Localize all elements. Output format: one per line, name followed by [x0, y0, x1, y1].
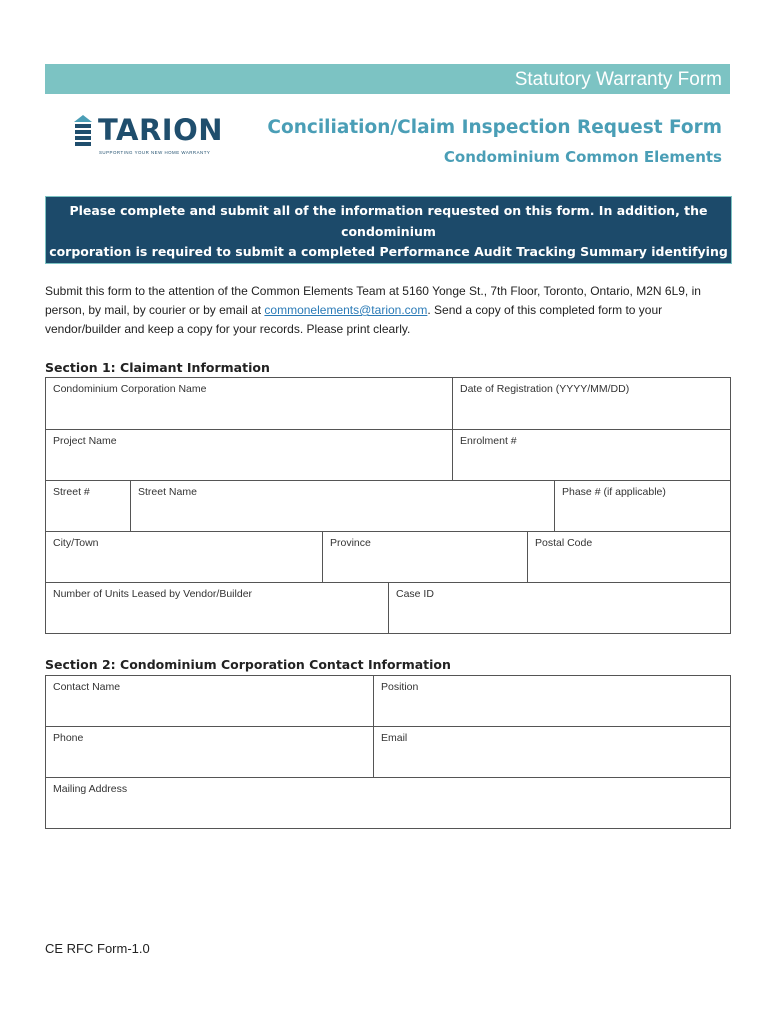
email-link[interactable]: commonelements@tarion.com: [264, 303, 428, 317]
field-label: Phase # (if applicable): [562, 486, 666, 498]
field-label: Enrolment #: [460, 435, 517, 447]
form-subtitle: Condominium Common Elements: [443, 148, 722, 166]
street-name-field[interactable]: [130, 480, 555, 532]
building-icon: [72, 115, 94, 147]
field-label: Email: [381, 732, 408, 744]
email-field[interactable]: [373, 726, 731, 778]
instructions-notice: [45, 196, 732, 280]
date-of-registration-field[interactable]: [452, 377, 731, 430]
project-name-field[interactable]: [45, 429, 453, 481]
field-label: Condominium Corporation Name: [53, 383, 207, 395]
section-2-title: Section 2: Condominium Corporation Contact Information: [45, 657, 451, 672]
condo-corp-name-field[interactable]: [45, 377, 453, 430]
field-label: Number of Units Leased by Vendor/Builder: [53, 588, 253, 600]
postal-code-field[interactable]: [527, 531, 731, 583]
logo-tagline: SUPPORTING YOUR NEW HOME WARRANTY: [99, 150, 211, 155]
intro-text: . Send a copy of this completed form to your vendor/builder and keep a copy for your records. Please print clearly.: [45, 303, 663, 336]
field-label: Postal Code: [535, 537, 593, 549]
tarion-logo: [72, 113, 232, 163]
field-label: Mailing Address: [53, 783, 128, 795]
form-type-banner: Statutory Warranty Form: [45, 64, 730, 94]
form-id-footer: CE RFC Form-1.0: [45, 941, 150, 956]
field-label: Case ID: [396, 588, 434, 600]
section-1-title: Section 1: Claimant Information: [45, 360, 270, 375]
field-label: Position: [381, 681, 419, 693]
field-label: Date of Registration (YYYY/MM/DD): [460, 383, 630, 395]
mailing-address-field[interactable]: [45, 777, 731, 829]
logo-wordmark: TARION: [98, 113, 224, 147]
phase-field[interactable]: [554, 480, 731, 532]
contact-name-field[interactable]: [45, 675, 374, 727]
street-number-field[interactable]: [45, 480, 131, 532]
units-leased-field[interactable]: [45, 582, 389, 634]
case-id-field[interactable]: [388, 582, 731, 634]
form-title: Conciliation/Claim Inspection Request Form: [267, 117, 722, 138]
field-label: Project Name: [53, 435, 117, 447]
field-label: Contact Name: [53, 681, 121, 693]
city-field[interactable]: [45, 531, 323, 583]
position-field[interactable]: [373, 675, 731, 727]
field-label: Phone: [53, 732, 84, 744]
field-label: Street #: [53, 486, 90, 498]
notice-line: outstanding deficiencies in accordance with Registrar Bulletin 2.: [160, 264, 617, 280]
phone-field[interactable]: [45, 726, 374, 778]
field-label: Province: [330, 537, 371, 549]
field-label: City/Town: [53, 537, 99, 549]
submission-instructions: [45, 282, 735, 339]
field-label: Street Name: [138, 486, 197, 498]
notice-line: corporation is required to submit a completed Performance Audit Tracking Summary identifying: [49, 244, 728, 259]
intro-text: Submit this form to the attention of the Common Elements Team at 5160 Yonge St., 7th Floor, Toronto, Ontario, M2N 6L9, in person, by mail, by courier or by email at: [45, 284, 701, 317]
notice-line: Please complete and submit all of the information requested on this form. In addition, the condominium: [69, 203, 708, 239]
province-field[interactable]: [322, 531, 528, 583]
enrolment-field[interactable]: [452, 429, 731, 481]
